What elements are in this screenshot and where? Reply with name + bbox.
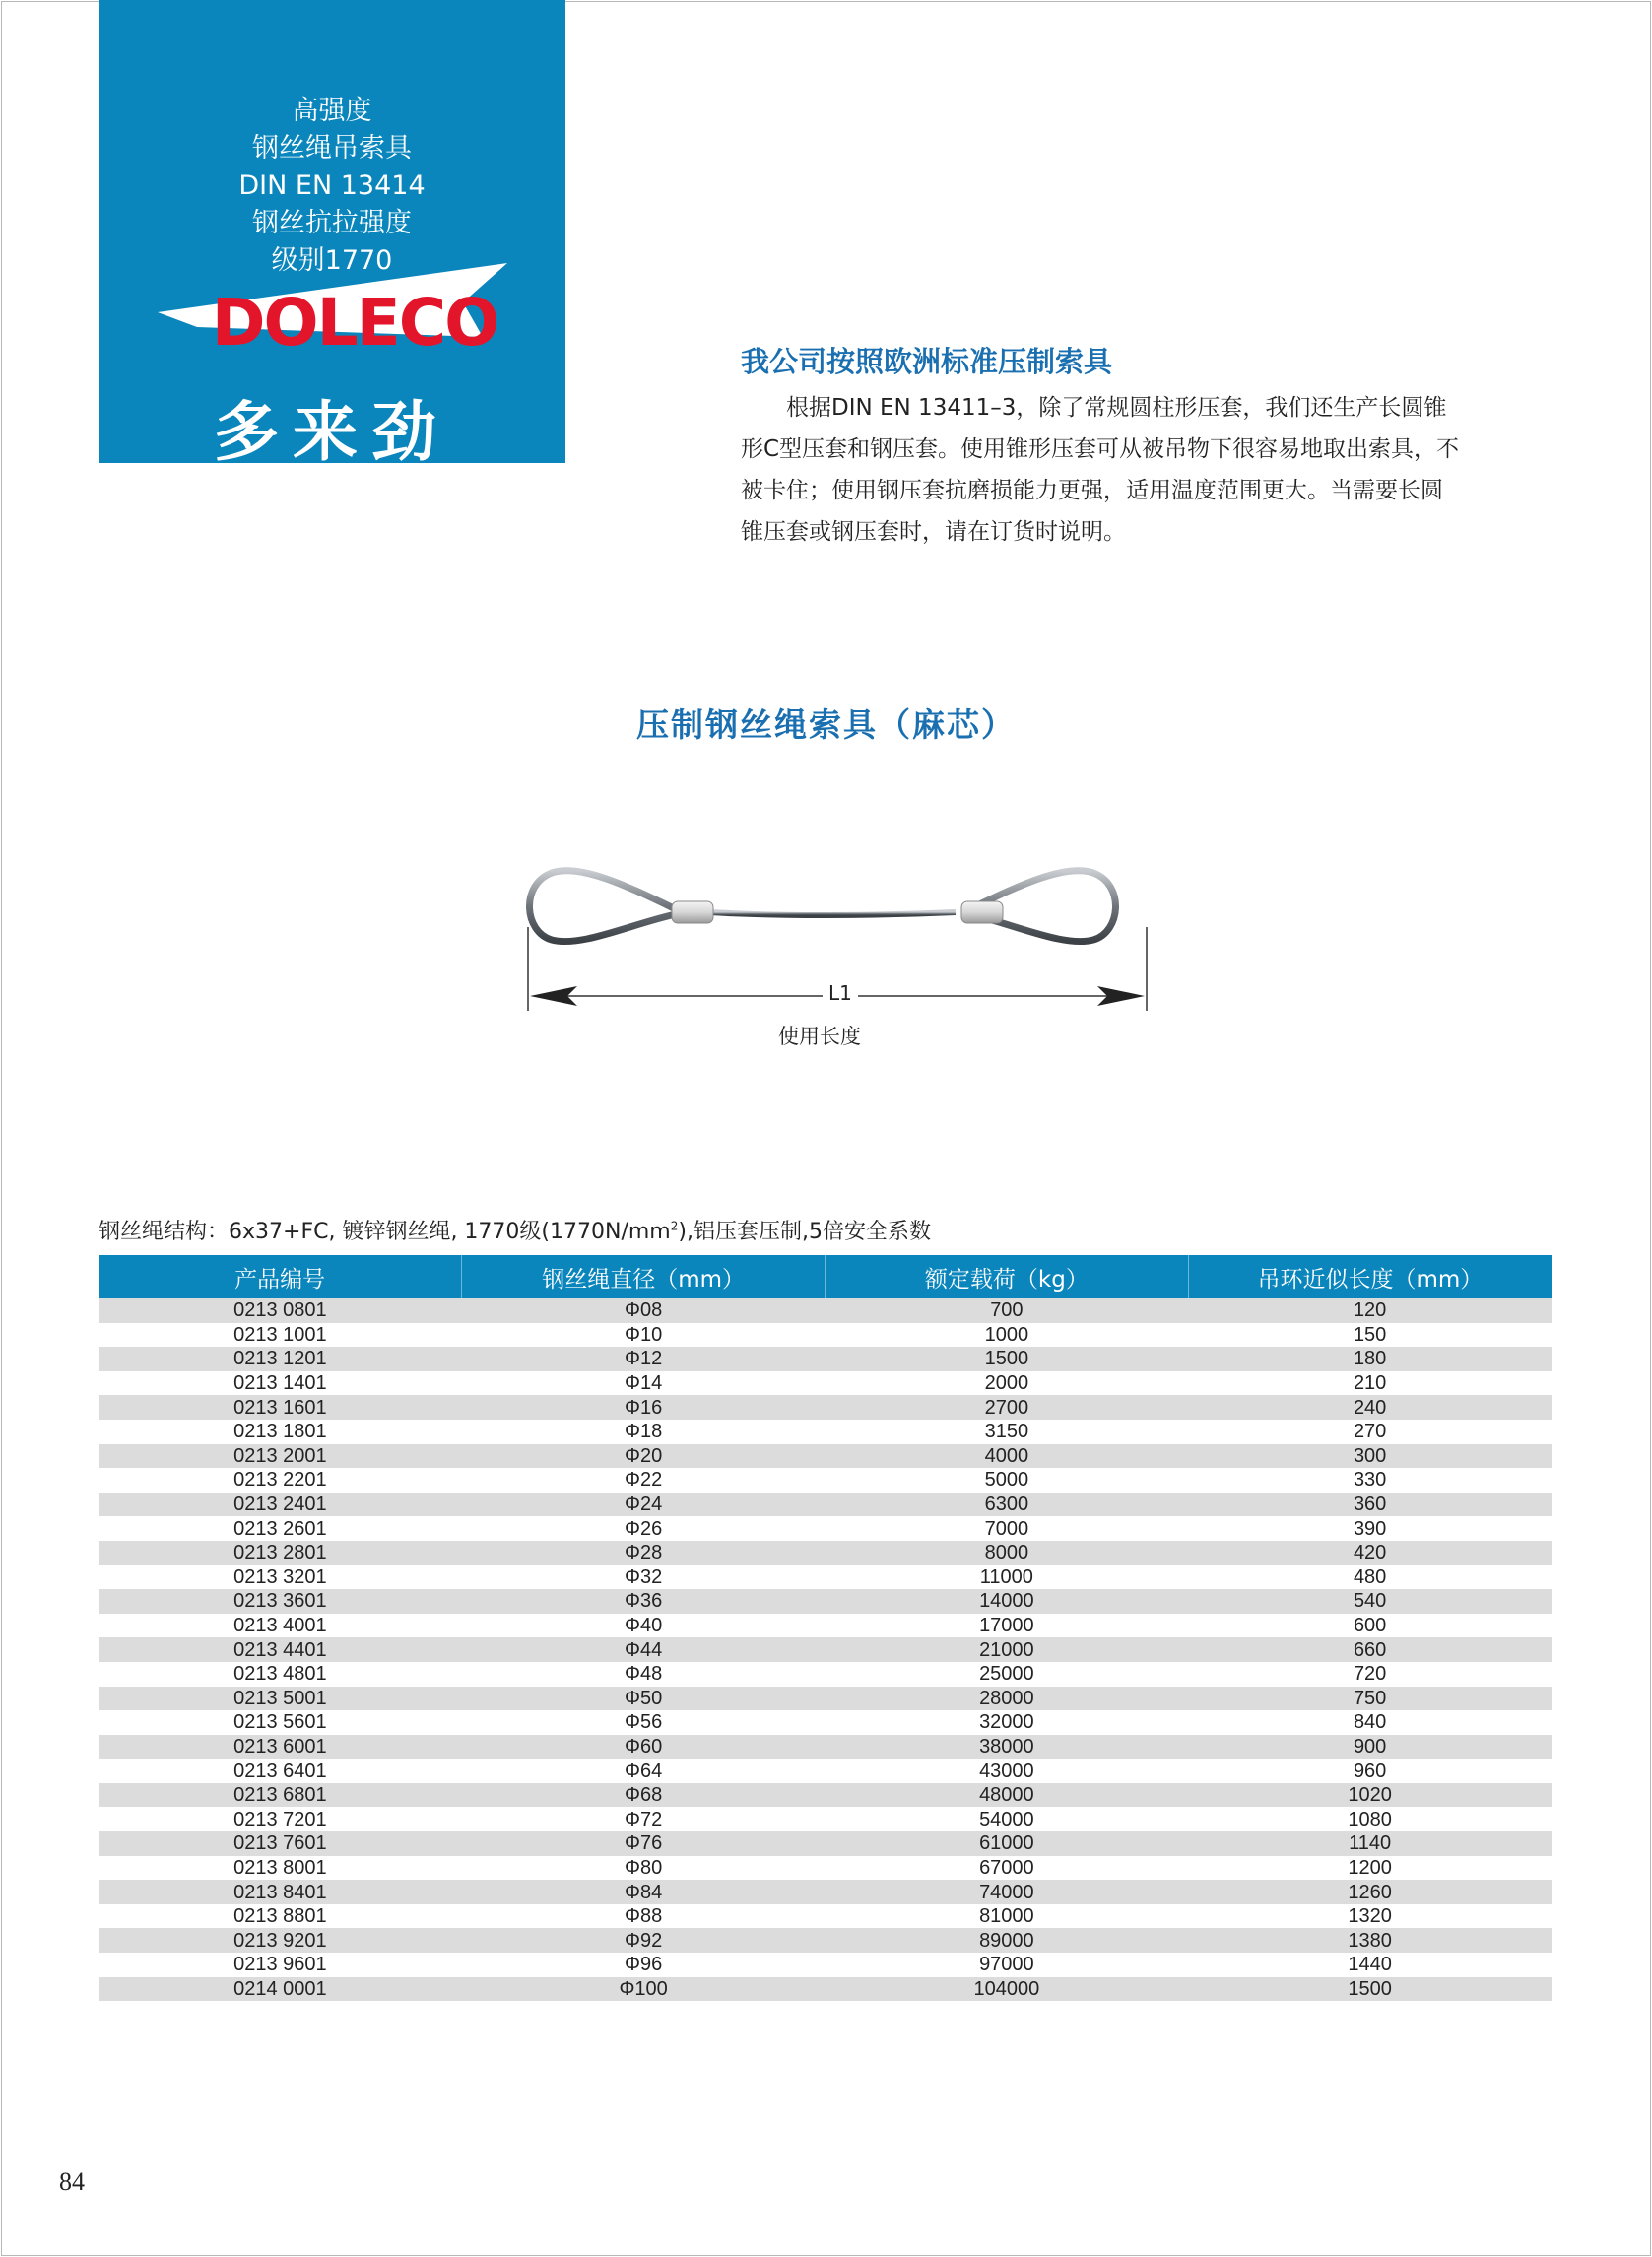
table-row [99, 1662, 1552, 1687]
table-cell: 74000 [826, 1880, 1189, 1904]
table-row [99, 1637, 1552, 1662]
table-row [99, 1953, 1552, 1977]
table-cell: 104000 [826, 1977, 1189, 2002]
table-row [99, 1371, 1552, 1396]
table-cell: 0213 1201 [99, 1347, 462, 1371]
table-cell: 0213 7201 [99, 1807, 462, 1831]
table-cell: Φ24 [462, 1493, 826, 1517]
table-cell: Φ28 [462, 1541, 826, 1565]
table-cell: 700 [826, 1298, 1189, 1323]
table-body [99, 1298, 1552, 2001]
table-cell: 0213 3201 [99, 1565, 462, 1590]
brand-block [99, 0, 565, 470]
spec-prefix: 钢丝绳结构：6x37+FC, 镀锌钢丝绳, 1770级(1770N/mm [99, 1220, 671, 1244]
table-row [99, 1541, 1552, 1565]
table-cell: 0213 8001 [99, 1856, 462, 1881]
column-header-rope-diameter: 钢丝绳直径（mm） [462, 1255, 826, 1298]
table-cell: Φ72 [462, 1807, 826, 1831]
table-cell: Φ32 [462, 1565, 826, 1590]
table-cell: 25000 [826, 1662, 1189, 1687]
table-cell: Φ100 [462, 1977, 826, 2002]
column-header-rated-load: 额定载荷（kg） [826, 1255, 1189, 1298]
table-cell: 540 [1188, 1589, 1552, 1614]
table-cell: 0213 5601 [99, 1710, 462, 1735]
table-cell: 97000 [826, 1953, 1189, 1977]
table-cell: 0213 1801 [99, 1420, 462, 1444]
table-cell: 0213 9201 [99, 1928, 462, 1953]
table-cell: 360 [1188, 1493, 1552, 1517]
table-cell: 1500 [1188, 1977, 1552, 2002]
table-cell: 21000 [826, 1637, 1189, 1662]
table-cell: 1380 [1188, 1928, 1552, 1953]
intro-title: 我公司按照欧洲标准压制索具 [741, 345, 1113, 378]
table-cell: 2700 [826, 1395, 1189, 1420]
table-cell: 5000 [826, 1468, 1189, 1493]
column-header-eye-length: 吊环近似长度（mm） [1188, 1255, 1552, 1298]
table-row [99, 1856, 1552, 1881]
table-cell: 0213 4401 [99, 1637, 462, 1662]
table-cell: 0213 1401 [99, 1371, 462, 1396]
page-number: 84 [59, 2167, 85, 2196]
table-cell: 120 [1188, 1298, 1552, 1323]
table-cell: 180 [1188, 1347, 1552, 1371]
table-cell: 720 [1188, 1662, 1552, 1687]
table-cell: 300 [1188, 1444, 1552, 1469]
table-cell: 210 [1188, 1371, 1552, 1396]
table-cell: 1140 [1188, 1831, 1552, 1856]
table-cell: 54000 [826, 1807, 1189, 1831]
table-cell: 600 [1188, 1614, 1552, 1638]
table-cell: Φ68 [462, 1783, 826, 1808]
table-cell: 0213 5001 [99, 1687, 462, 1711]
table-cell: 240 [1188, 1395, 1552, 1420]
table-row [99, 1395, 1552, 1420]
table-cell: 480 [1188, 1565, 1552, 1590]
table-row [99, 1880, 1552, 1904]
table-cell: Φ84 [462, 1880, 826, 1904]
table-row [99, 1589, 1552, 1614]
table-cell: 2000 [826, 1371, 1189, 1396]
table-cell: 0213 6801 [99, 1783, 462, 1808]
table-cell: 81000 [826, 1904, 1189, 1929]
table-row [99, 1687, 1552, 1711]
table-row [99, 1928, 1552, 1953]
table-cell: 0213 7601 [99, 1831, 462, 1856]
table-cell: 0213 6001 [99, 1735, 462, 1759]
table-cell: 0213 0801 [99, 1298, 462, 1323]
table-row [99, 1977, 1552, 2002]
table-row [99, 1420, 1552, 1444]
product-spec-table [99, 1255, 1552, 2001]
table-row [99, 1468, 1552, 1493]
table-cell: 7000 [826, 1516, 1189, 1541]
table-cell: 1000 [826, 1323, 1189, 1348]
table-row [99, 1298, 1552, 1323]
table-cell: Φ08 [462, 1298, 826, 1323]
brand-line: 级别1770 [271, 245, 393, 276]
table-row [99, 1807, 1552, 1831]
table-cell: 960 [1188, 1759, 1552, 1783]
table-header-row [99, 1255, 1552, 1298]
table-cell: 0213 9601 [99, 1953, 462, 1977]
table-row [99, 1444, 1552, 1469]
table-row [99, 1347, 1552, 1371]
table-cell: 0213 1601 [99, 1395, 462, 1420]
table-cell: Φ16 [462, 1395, 826, 1420]
table-cell: 48000 [826, 1783, 1189, 1808]
table-cell: 89000 [826, 1928, 1189, 1953]
table-cell: Φ10 [462, 1323, 826, 1348]
table-cell: 150 [1188, 1323, 1552, 1348]
table-cell: 0213 3601 [99, 1589, 462, 1614]
table-cell: Φ22 [462, 1468, 826, 1493]
table-cell: Φ48 [462, 1662, 826, 1687]
logo-chinese-name: 多来劲 [214, 394, 450, 470]
table-row [99, 1783, 1552, 1808]
spec-suffix: ),铝压套压制,5倍安全系数 [678, 1220, 931, 1244]
table-cell: 0213 8801 [99, 1904, 462, 1929]
column-header-product-code: 产品编号 [99, 1255, 462, 1298]
table-cell: 1080 [1188, 1807, 1552, 1831]
table-cell: 0214 0001 [99, 1977, 462, 2002]
table-row [99, 1759, 1552, 1783]
table-cell: 1020 [1188, 1783, 1552, 1808]
figure-caption: 使用长度 [778, 1025, 861, 1048]
brand-line: 钢丝绳吊索具 [252, 133, 412, 164]
table-cell: 420 [1188, 1541, 1552, 1565]
table-cell: 0213 4001 [99, 1614, 462, 1638]
table-cell: 270 [1188, 1420, 1552, 1444]
table-cell: 0213 2801 [99, 1541, 462, 1565]
table-cell: Φ96 [462, 1953, 826, 1977]
table-cell: Φ20 [462, 1444, 826, 1469]
table-cell: Φ40 [462, 1614, 826, 1638]
table-cell: 1320 [1188, 1904, 1552, 1929]
table-cell: 330 [1188, 1468, 1552, 1493]
table-cell: 1260 [1188, 1880, 1552, 1904]
table-cell: 61000 [826, 1831, 1189, 1856]
table-cell: 0213 4801 [99, 1662, 462, 1687]
table-cell: 390 [1188, 1516, 1552, 1541]
table-cell: 14000 [826, 1589, 1189, 1614]
table-cell: 0213 8401 [99, 1880, 462, 1904]
table-row [99, 1323, 1552, 1348]
table-cell: 32000 [826, 1710, 1189, 1735]
table-cell: Φ56 [462, 1710, 826, 1735]
table-cell: 0213 2601 [99, 1516, 462, 1541]
logo-text: DOLECO [211, 285, 498, 361]
intro-body: 根据DIN EN 13411–3，除了常规圆柱形压套，我们还生产长圆锥形C型压套和钢压套。使用锥形压套可从被吊物下很容易地取出索具，不被卡住；使用钢压套抗磨损能力更强，适用温度范围更大。当需要长圆锥压套或钢压套时，请在订货时说明。 [741, 395, 1460, 545]
table-cell: 840 [1188, 1710, 1552, 1735]
table-cell: 750 [1188, 1687, 1552, 1711]
table-row [99, 1614, 1552, 1638]
brand-lines [99, 93, 565, 280]
table-cell: Φ12 [462, 1347, 826, 1371]
table-cell: Φ60 [462, 1735, 826, 1759]
brand-line: DIN EN 13414 [238, 170, 426, 201]
table-cell: Φ64 [462, 1759, 826, 1783]
product-title: 压制钢丝绳索具（麻芯） [636, 705, 1016, 744]
table-cell: Φ18 [462, 1420, 826, 1444]
length-label: L1 [823, 981, 858, 1005]
table-cell: Φ88 [462, 1904, 826, 1929]
table-cell: Φ44 [462, 1637, 826, 1662]
table-cell: Φ14 [462, 1371, 826, 1396]
table-cell: 11000 [826, 1565, 1189, 1590]
table-cell: 43000 [826, 1759, 1189, 1783]
table-row [99, 1565, 1552, 1590]
table-row [99, 1516, 1552, 1541]
table-cell: Φ76 [462, 1831, 826, 1856]
table-cell: 900 [1188, 1735, 1552, 1759]
table-cell: Φ80 [462, 1856, 826, 1881]
doleco-logo [158, 258, 552, 366]
table-cell: 4000 [826, 1444, 1189, 1469]
table-cell: Φ92 [462, 1928, 826, 1953]
brand-line: 钢丝抗拉强度 [252, 208, 412, 238]
table-cell: 0213 6401 [99, 1759, 462, 1783]
table-cell: Φ26 [462, 1516, 826, 1541]
table-row [99, 1831, 1552, 1856]
brand-line: 高强度 [292, 96, 372, 126]
spec-superscript: 2 [670, 1219, 679, 1233]
table-cell: 28000 [826, 1687, 1189, 1711]
table-cell: 1440 [1188, 1953, 1552, 1977]
table-row [99, 1735, 1552, 1759]
table-row [99, 1904, 1552, 1929]
table-cell: 38000 [826, 1735, 1189, 1759]
table-cell: 660 [1188, 1637, 1552, 1662]
table-cell: Φ36 [462, 1589, 826, 1614]
table-cell: 0213 2201 [99, 1468, 462, 1493]
table-cell: 1200 [1188, 1856, 1552, 1881]
table-cell: Φ50 [462, 1687, 826, 1711]
table-cell: 17000 [826, 1614, 1189, 1638]
table-row [99, 1493, 1552, 1517]
table-cell: 0213 2401 [99, 1493, 462, 1517]
table-cell: 0213 2001 [99, 1444, 462, 1469]
table-cell: 3150 [826, 1420, 1189, 1444]
table-cell: 0213 1001 [99, 1323, 462, 1348]
table-cell: 67000 [826, 1856, 1189, 1881]
rope-spec-line [99, 1215, 931, 1245]
table-cell: 1500 [826, 1347, 1189, 1371]
table-row [99, 1710, 1552, 1735]
table-cell: 8000 [826, 1541, 1189, 1565]
table-cell: 6300 [826, 1493, 1189, 1517]
